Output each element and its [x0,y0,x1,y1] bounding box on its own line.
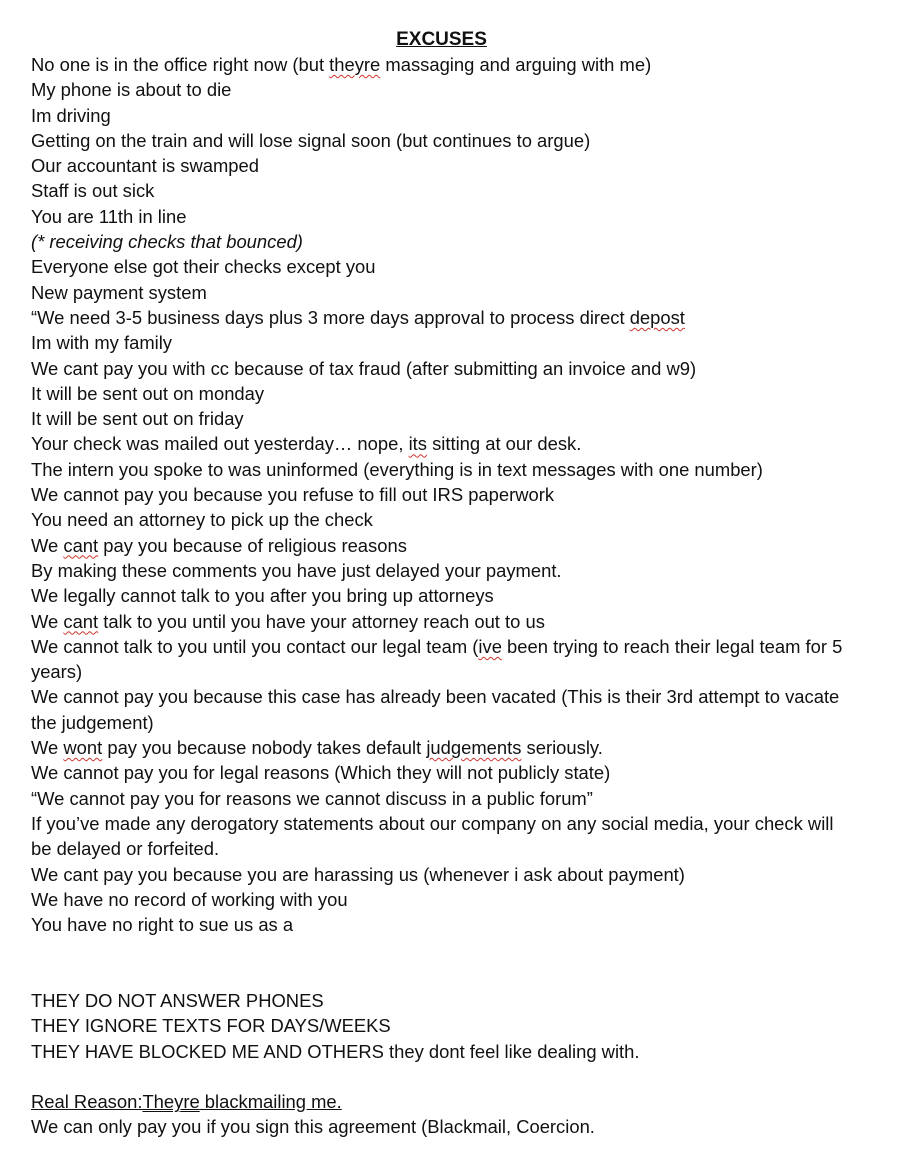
excuse-line: We cant pay you with cc because of tax fraud (after submitting an invoice and w9) [31,357,697,379]
misspelled-word[interactable]: depost [629,306,685,328]
misspelled-word[interactable]: ive [478,635,502,657]
caps-line: THEY DO NOT ANSWER PHONES [31,989,324,1011]
excuse-line: The intern you spoke to was uninformed (everything is in text messages with one number) [31,458,763,480]
excuse-note: (* receiving checks that bounced) [31,231,303,253]
misspelled-word[interactable]: its [408,433,427,455]
misspelled-word[interactable]: theyre [329,54,381,75]
excuse-line: Im driving [31,104,111,126]
excuse-line: Getting on the train and will lose signal soon (but continues to argue) [31,129,591,151]
excuse-line: Our accountant is swamped [31,155,259,177]
excuse-line: We cannot pay you because you refuse to fill out IRS paperwork [31,484,555,506]
excuse-line: Staff is out sick [31,180,155,202]
excuse-line: We have no record of working with you [31,888,348,910]
excuse-line: We cannot talk to you until you contact our legal team (ive been trying to reach their legal team for 5 years) [31,635,843,683]
spacer [31,937,880,962]
misspelled-word[interactable]: wont [63,737,103,759]
excuse-line: We cant pay you because of religious reasons [31,534,407,556]
excuse-line: “We cannot pay you for reasons we cannot discuss in a public forum” [31,787,593,809]
excuse-line: We wont pay you because nobody takes default judgements seriously. [31,737,603,759]
excuse-line: By making these comments you have just delayed your payment. [31,559,562,581]
caps-statements [31,988,880,1064]
excuse-line: We legally cannot talk to you after you bring up attorneys [31,585,494,607]
spacer [31,963,880,988]
misspelled-word[interactable]: cant [63,610,99,632]
excuse-line: We cant pay you because you are harassing us (whenever i ask about payment) [31,863,685,885]
excuse-line: My phone is about to die [31,79,232,101]
spacer [31,1064,880,1089]
excuse-line: We cant talk to you until you have your attorney reach out to us [31,610,545,632]
excuse-line: Im with my family [31,332,173,354]
excuse-line: We cannot pay you because this case has already been vacated (This is their 3rd attempt to vacate the judgement) [31,686,840,733]
excuse-line: You are 11th in line [31,205,187,227]
excuse-line: New payment system [31,281,207,303]
excuse-line: If you’ve made any derogatory statements about our company on any social media, your check will be delayed or forfeited. [31,812,834,860]
excuse-line: It will be sent out on friday [31,408,244,430]
excuse-line: You have no right to sue us as a [31,914,294,936]
real-reason-line: Real Reason:Theyre blackmailing me. [31,1091,342,1113]
misspelled-word[interactable]: judgements [426,737,522,759]
excuse-line: You need an attorney to pick up the check [31,509,373,531]
document-title: EXCUSES [396,29,487,50]
excuse-line: No one is in the office right now (but theyre massaging and arguing with me) [31,54,652,75]
caps-line: THEY IGNORE TEXTS FOR DAYS/WEEKS [31,1015,391,1037]
excuses-list [31,52,880,937]
excuse-line: Your check was mailed out yesterday… nope, its sitting at our desk. [31,433,582,455]
final-line: We can only pay you if you sign this agreement (Blackmail, Coercion. [31,1116,595,1138]
excuse-line: It will be sent out on monday [31,382,265,404]
caps-line: THEY HAVE BLOCKED ME AND OTHERS they dont feel like dealing with. [31,1040,640,1062]
misspelled-word[interactable]: cant [63,534,99,556]
misspelled-word[interactable]: Theyre [142,1091,200,1113]
excuse-line: We cannot pay you for legal reasons (Which they will not publicly state) [31,762,611,784]
excuse-line: Everyone else got their checks except you [31,256,376,278]
excuse-line: “We need 3-5 business days plus 3 more days approval to process direct depost [31,306,685,328]
